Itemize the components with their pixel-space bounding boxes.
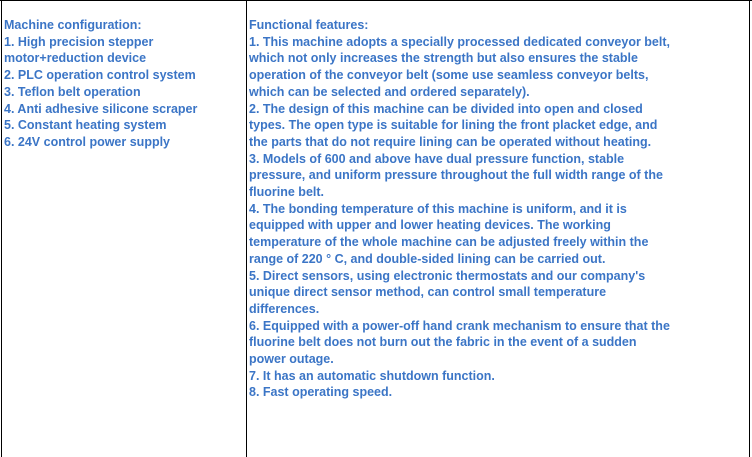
text-line: which can be selected and ordered separately). bbox=[249, 84, 530, 99]
text-line: unique direct sensor method, can control small temperature bbox=[249, 285, 607, 300]
text-line: which not only increases the strength but also ensures the stable bbox=[249, 51, 638, 66]
functional-features-cell bbox=[247, 1, 750, 457]
machine-configuration-heading: Machine configuration: bbox=[4, 18, 142, 32]
text-line: 5. Constant heating system bbox=[4, 118, 167, 133]
text-line: operation of the conveyor belt (some use seamless conveyor belts, bbox=[249, 68, 649, 83]
text-line: 1. High precision stepper bbox=[4, 34, 154, 49]
text-line: 4. The bonding temperature of this machine is uniform, and it is bbox=[249, 201, 627, 216]
text-line: 6. Equipped with a power-off hand crank mechanism to ensure that the bbox=[249, 318, 670, 333]
text-line: fluorine belt does not burn out the fabric in the event of a sudden bbox=[249, 335, 637, 350]
text-line: types. The open type is suitable for lining the front placket edge, and bbox=[249, 118, 658, 133]
machine-configuration-text bbox=[4, 17, 244, 151]
text-line: 6. 24V control power supply bbox=[4, 134, 171, 149]
text-line: power outage. bbox=[249, 352, 334, 367]
text-line: motor+reduction device bbox=[4, 51, 147, 66]
text-line: temperature of the whole machine can be adjusted freely within the bbox=[249, 235, 649, 250]
text-line: range of 220 ° C, and double-sided lining can be carried out. bbox=[249, 251, 606, 266]
text-line: fluorine belt. bbox=[249, 185, 324, 200]
text-line: 3. Teflon belt operation bbox=[4, 84, 141, 99]
text-line: 4. Anti adhesive silicone scraper bbox=[4, 101, 198, 116]
text-line: 2. PLC operation control system bbox=[4, 68, 196, 83]
text-line: equipped with upper and lower heating devices. The working bbox=[249, 218, 611, 233]
text-line: 3. Models of 600 and above have dual pressure function, stable bbox=[249, 151, 625, 166]
functional-features-text bbox=[249, 17, 747, 401]
text-line: pressure, and uniform pressure throughout the full width range of the bbox=[249, 168, 663, 183]
text-line: 8. Fast operating speed. bbox=[249, 385, 393, 400]
machine-configuration-cell bbox=[1, 1, 247, 457]
text-line: 2. The design of this machine can be divided into open and closed bbox=[249, 101, 643, 116]
text-line: 5. Direct sensors, using electronic thermostats and our company's bbox=[249, 268, 646, 283]
text-line: 7. It has an automatic shutdown function. bbox=[249, 368, 495, 383]
functional-features-heading: Functional features: bbox=[249, 18, 369, 32]
text-line: the parts that do not require lining can be operated without heating. bbox=[249, 134, 652, 149]
text-line: 1. This machine adopts a specially processed dedicated conveyor belt, bbox=[249, 34, 670, 49]
text-line: differences. bbox=[249, 301, 320, 316]
